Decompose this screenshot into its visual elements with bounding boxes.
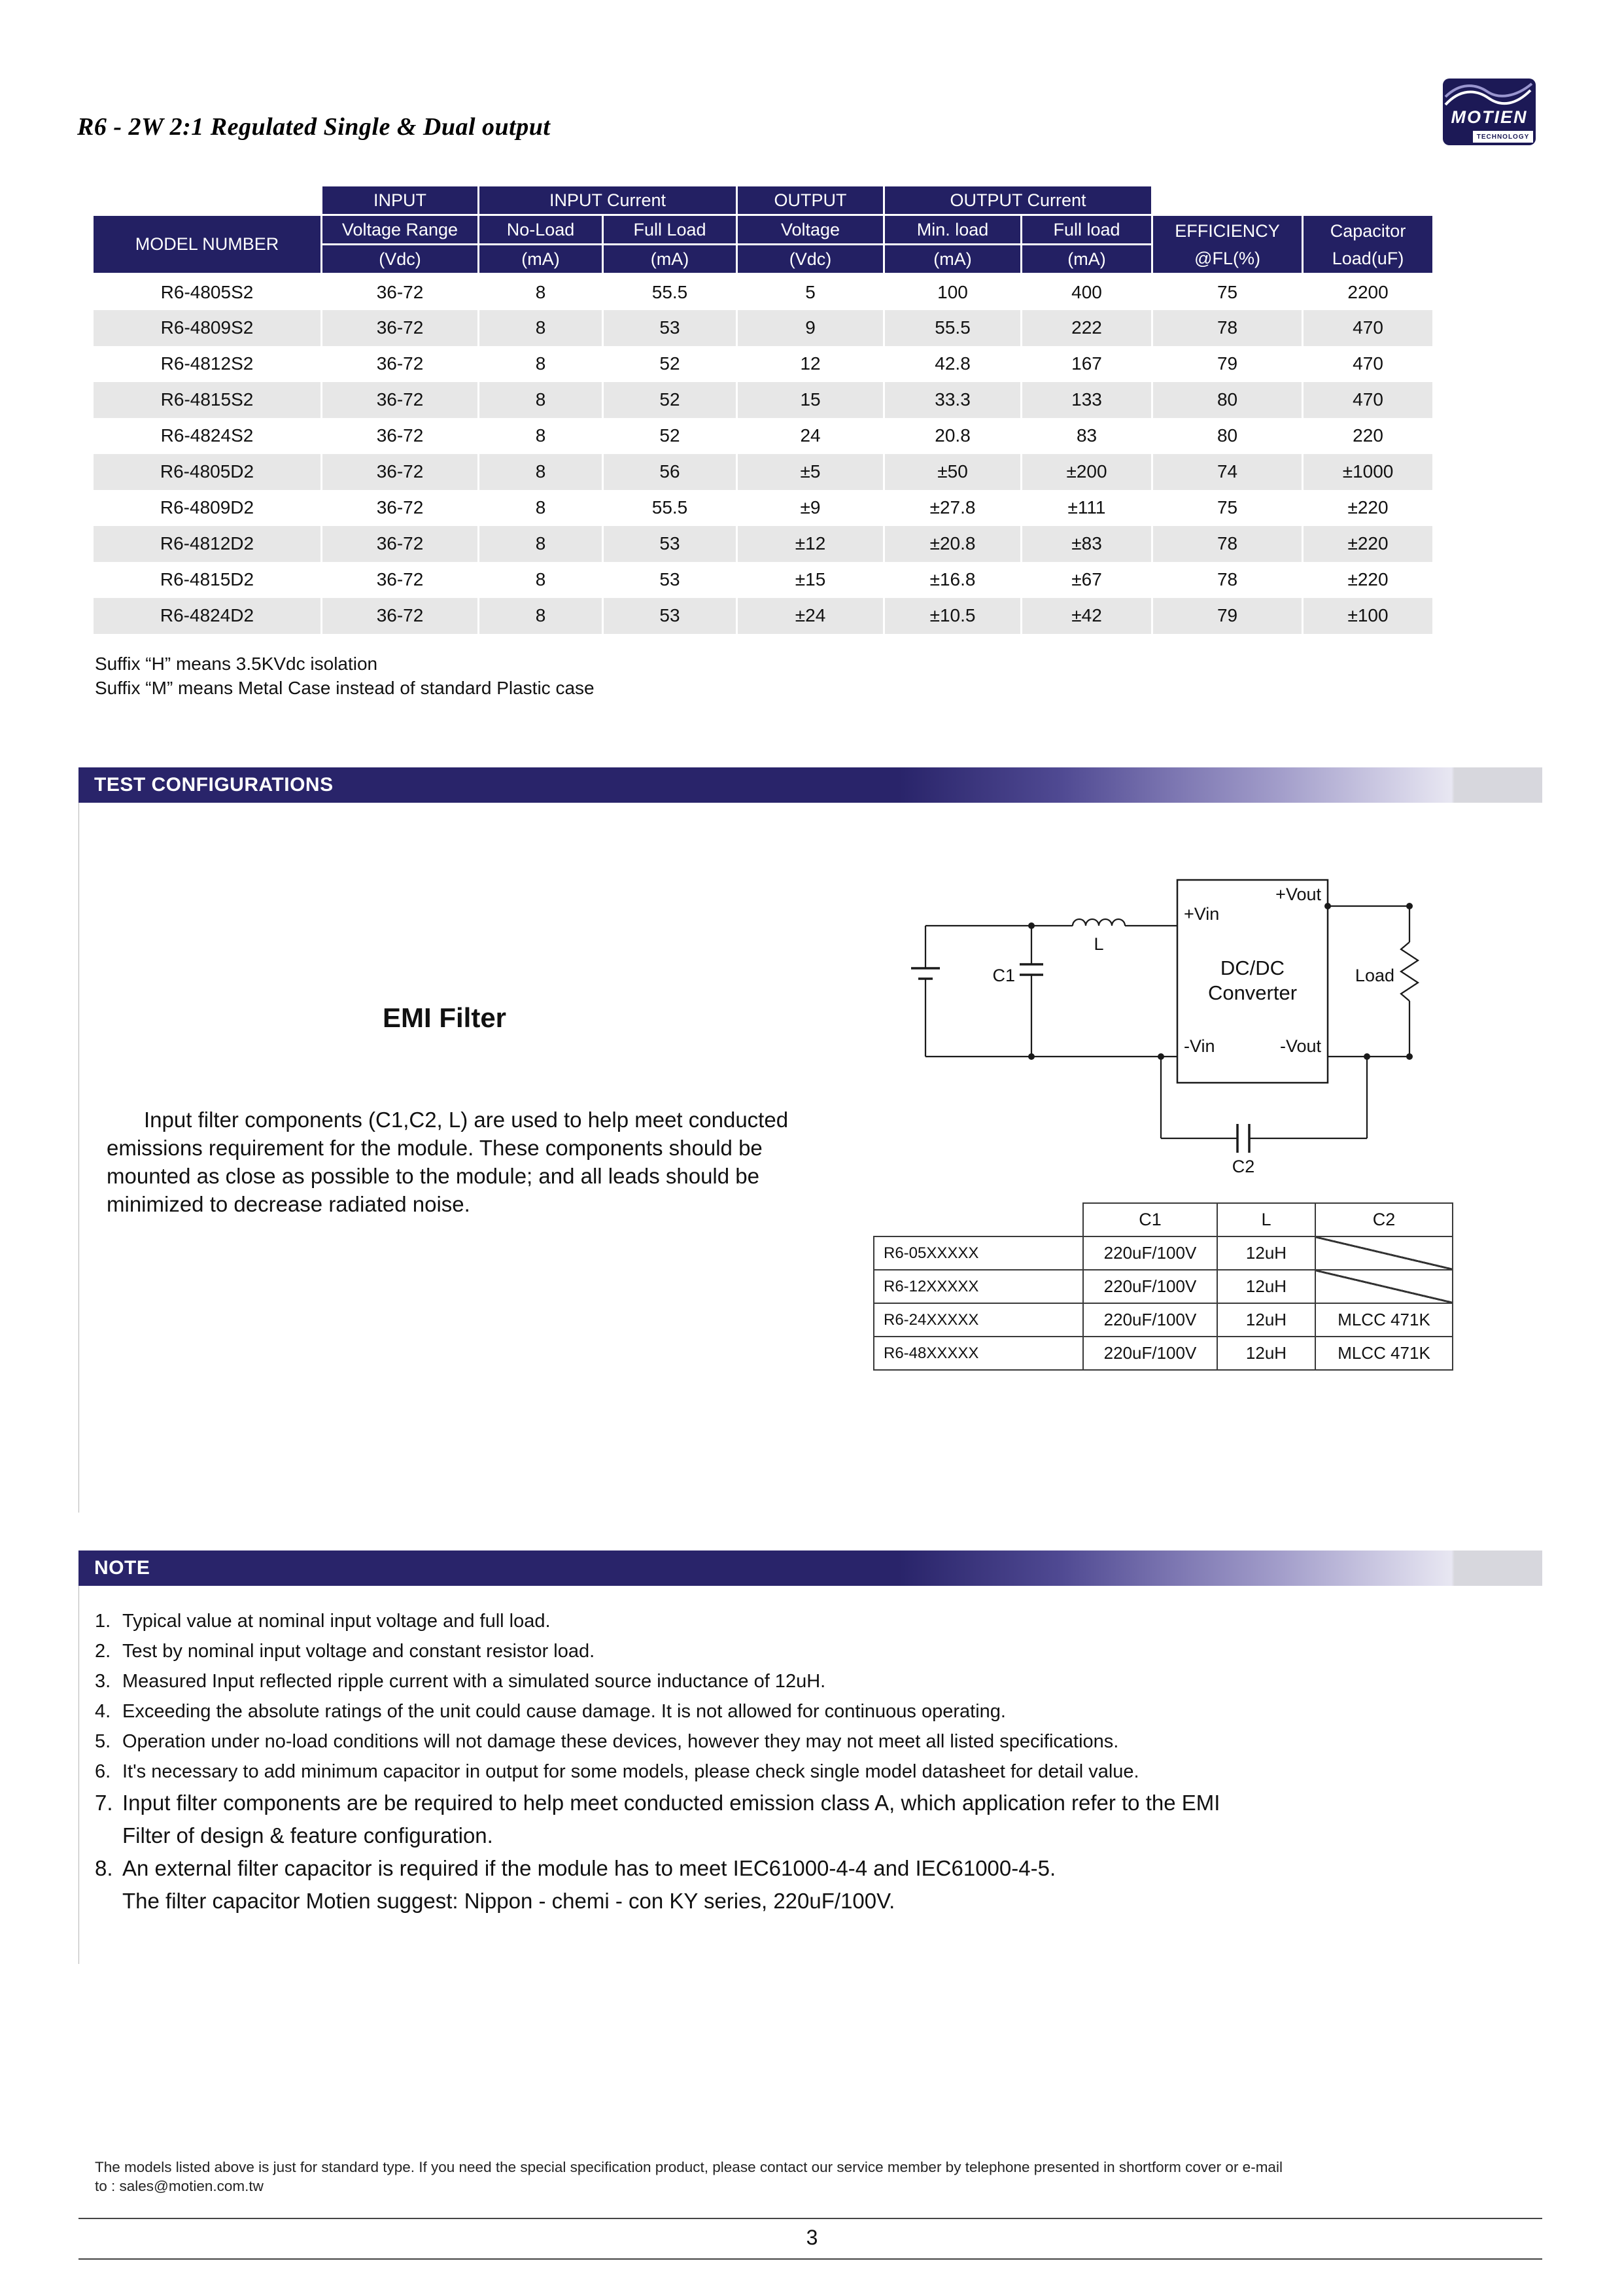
section-spine	[78, 803, 79, 1513]
note-item-continuation	[95, 1885, 1547, 1918]
spec-cell: 8	[479, 562, 603, 598]
spec-cell: 79	[1152, 598, 1303, 634]
spec-cell: 222	[1022, 310, 1152, 346]
spec-header-group-row	[93, 186, 1434, 215]
spec-cell: ±220	[1303, 562, 1434, 598]
spec-cell: ±111	[1022, 490, 1152, 526]
page-number-rule-top	[78, 2218, 1542, 2219]
notes-list	[95, 1606, 1547, 1918]
spec-cell: 8	[479, 490, 603, 526]
spec-cell: 2200	[1303, 274, 1434, 310]
load-resistor-icon	[1401, 942, 1418, 1001]
spec-cell: 55.5	[884, 310, 1022, 346]
spec-cell: 55.5	[603, 274, 737, 310]
spec-cell: 12	[737, 346, 884, 382]
note-number: 8.	[95, 1856, 113, 1880]
section-bar-note	[78, 1550, 1542, 1586]
spec-row	[93, 310, 1434, 346]
note-number: 4.	[95, 1701, 111, 1722]
spec-cell: 8	[479, 526, 603, 562]
spec-cell-model: R6-4809S2	[93, 310, 322, 346]
spec-cell: ±27.8	[884, 490, 1022, 526]
spec-cell: 36-72	[322, 382, 479, 418]
spec-cell: 36-72	[322, 454, 479, 490]
section-bar-test-configurations	[78, 767, 1542, 803]
label-inductor: L	[1094, 934, 1104, 954]
suffix-note-h: Suffix “H” means 3.5KVdc isolation	[95, 654, 378, 674]
spec-cell: 8	[479, 382, 603, 418]
col-header-no-load: No-Load	[479, 215, 603, 245]
efficiency-label: EFFICIENCY	[1175, 220, 1280, 241]
label-c2: C2	[1232, 1157, 1255, 1176]
col-group-output: OUTPUT	[737, 186, 884, 215]
footer-line-1: The models listed above is just for standard type. If you need the special specification product, please contact our service member by telephone presented in shortform cover or e-mail	[95, 2159, 1283, 2175]
note-text: Input filter components are be required to help meet conducted emission class A, which application refer to the EMI	[122, 1791, 1220, 1815]
note-item-continuation	[95, 1819, 1547, 1852]
spec-cell: 8	[479, 454, 603, 490]
col-group-input-current: INPUT Current	[479, 186, 737, 215]
spec-cell: 74	[1152, 454, 1303, 490]
col-header-min-load: Min. load	[884, 215, 1022, 245]
spec-cell: 220	[1303, 418, 1434, 454]
capacitor-c2-icon	[1237, 1124, 1249, 1153]
spec-row	[93, 454, 1434, 490]
section-bar-label: TEST CONFIGURATIONS	[94, 774, 334, 796]
note-number: 5.	[95, 1731, 111, 1752]
label-vin-pos: +Vin	[1184, 904, 1220, 924]
spec-cell: 20.8	[884, 418, 1022, 454]
efficiency-unit: @FL(%)	[1194, 248, 1260, 268]
spec-cell: 80	[1152, 382, 1303, 418]
spec-cell: 36-72	[322, 526, 479, 562]
spec-cell: 33.3	[884, 382, 1022, 418]
col-unit-ma-minload: (mA)	[884, 245, 1022, 274]
filter-c1-value: 220uF/100V	[1083, 1270, 1217, 1303]
note-number: 1.	[95, 1611, 111, 1632]
filter-l-value: 12uH	[1217, 1303, 1315, 1337]
note-item	[95, 1757, 1547, 1787]
filter-c2-na-cell	[1315, 1236, 1453, 1270]
page-number: 3	[806, 2226, 818, 2249]
spec-cell: 133	[1022, 382, 1152, 418]
spec-cell: 15	[737, 382, 884, 418]
spec-table	[92, 184, 1434, 634]
emi-circuit-diagram	[903, 850, 1432, 1191]
note-text: It's necessary to add minimum capacitor in output for some models, please check single model datasheet for detail value.	[122, 1761, 1139, 1782]
spec-cell: ±16.8	[884, 562, 1022, 598]
note-number	[95, 1885, 122, 1918]
note-text: Filter of design & feature configuration.	[122, 1823, 493, 1848]
spec-cell: ±67	[1022, 562, 1152, 598]
spec-header-blank	[93, 186, 322, 215]
filter-c1-value: 220uF/100V	[1083, 1337, 1217, 1370]
suffix-notes	[95, 652, 595, 700]
spec-header-blank	[1152, 186, 1434, 215]
label-vout-pos: +Vout	[1275, 885, 1321, 904]
spec-cell: 79	[1152, 346, 1303, 382]
filter-c2-value: MLCC 471K	[1315, 1303, 1453, 1337]
spec-cell: ±100	[1303, 598, 1434, 634]
battery-icon	[911, 968, 940, 979]
spec-row	[93, 598, 1434, 634]
spec-row	[93, 490, 1434, 526]
spec-cell: 75	[1152, 490, 1303, 526]
spec-cell: 53	[603, 310, 737, 346]
spec-cell: 8	[479, 346, 603, 382]
filter-col-c1: C1	[1083, 1203, 1217, 1236]
filter-model: R6-24XXXXX	[874, 1303, 1083, 1337]
label-c1: C1	[992, 966, 1015, 985]
col-header-efficiency	[1152, 215, 1303, 274]
spec-cell: ±220	[1303, 490, 1434, 526]
note-number: 3.	[95, 1671, 111, 1692]
note-text: An external filter capacitor is required if the module has to meet IEC61000-4-4 and IEC61000-4-5.	[122, 1856, 1056, 1880]
spec-cell: 470	[1303, 382, 1434, 418]
spec-cell: 78	[1152, 562, 1303, 598]
spec-cell: 8	[479, 310, 603, 346]
spec-header-row	[93, 215, 1434, 245]
logo-waves-icon	[1443, 79, 1533, 110]
note-number: 7.	[95, 1791, 113, 1815]
spec-cell: ±15	[737, 562, 884, 598]
filter-col-l: L	[1217, 1203, 1315, 1236]
filter-row	[874, 1270, 1453, 1303]
spec-cell: ±42	[1022, 598, 1152, 634]
spec-cell: ±5	[737, 454, 884, 490]
spec-cell: 36-72	[322, 490, 479, 526]
spec-row	[93, 526, 1434, 562]
spec-cell-model: R6-4812D2	[93, 526, 322, 562]
spec-cell: ±83	[1022, 526, 1152, 562]
spec-cell: 36-72	[322, 346, 479, 382]
footer-disclaimer	[95, 2158, 1547, 2196]
spec-cell-model: R6-4815D2	[93, 562, 322, 598]
spec-cell: ±1000	[1303, 454, 1434, 490]
filter-c1-value: 220uF/100V	[1083, 1303, 1217, 1337]
filter-c1-value: 220uF/100V	[1083, 1236, 1217, 1270]
note-number	[95, 1819, 122, 1852]
spec-row	[93, 418, 1434, 454]
spec-row	[93, 274, 1434, 310]
spec-cell: ±220	[1303, 526, 1434, 562]
note-item	[95, 1606, 1547, 1636]
suffix-note-m: Suffix “M” means Metal Case instead of standard Plastic case	[95, 678, 595, 698]
spec-cell: 470	[1303, 310, 1434, 346]
spec-cell: 5	[737, 274, 884, 310]
motien-logo	[1443, 79, 1536, 157]
filter-c2-na-cell	[1315, 1270, 1453, 1303]
spec-cell-model: R6-4812S2	[93, 346, 322, 382]
spec-cell: ±20.8	[884, 526, 1022, 562]
filter-l-value: 12uH	[1217, 1236, 1315, 1270]
col-header-model: MODEL NUMBER	[93, 215, 322, 274]
filter-corner-cell	[874, 1203, 1083, 1236]
label-load: Load	[1355, 966, 1394, 985]
spec-row	[93, 382, 1434, 418]
spec-cell: 36-72	[322, 310, 479, 346]
emi-filter-table	[873, 1202, 1453, 1371]
spec-cell: ±24	[737, 598, 884, 634]
spec-cell-model: R6-4809D2	[93, 490, 322, 526]
note-number: 2.	[95, 1641, 111, 1662]
note-text: Test by nominal input voltage and constant resistor load.	[122, 1641, 595, 1662]
filter-row	[874, 1236, 1453, 1270]
spec-cell: 53	[603, 598, 737, 634]
col-header-full-load-in: Full Load	[603, 215, 737, 245]
page-number-rule-bottom	[78, 2258, 1542, 2260]
col-header-voltage: Voltage	[737, 215, 884, 245]
note-text: Operation under no-load conditions will not damage these devices, however they may not meet all listed specifications.	[122, 1731, 1119, 1752]
label-converter-2: Converter	[1207, 981, 1298, 1004]
capacitor-unit: Load(uF)	[1332, 248, 1404, 268]
col-unit-vdc-output: (Vdc)	[737, 245, 884, 274]
spec-cell: ±9	[737, 490, 884, 526]
spec-cell: 8	[479, 598, 603, 634]
note-item	[95, 1787, 1547, 1819]
spec-cell-model: R6-4815S2	[93, 382, 322, 418]
filter-model: R6-12XXXXX	[874, 1270, 1083, 1303]
col-header-full-load-out: Full load	[1022, 215, 1152, 245]
spec-cell: 42.8	[884, 346, 1022, 382]
spec-cell: 52	[603, 418, 737, 454]
col-header-voltage-range: Voltage Range	[322, 215, 479, 245]
spec-cell: 100	[884, 274, 1022, 310]
filter-c2-value: MLCC 471K	[1315, 1337, 1453, 1370]
spec-cell: 78	[1152, 310, 1303, 346]
logo-name: MOTIEN	[1451, 107, 1528, 127]
spec-cell: 80	[1152, 418, 1303, 454]
spec-cell-model: R6-4824D2	[93, 598, 322, 634]
col-unit-ma-fullload-out: (mA)	[1022, 245, 1152, 274]
note-item	[95, 1696, 1547, 1726]
spec-cell: 8	[479, 274, 603, 310]
spec-cell: 9	[737, 310, 884, 346]
spec-cell: ±12	[737, 526, 884, 562]
note-text: Typical value at nominal input voltage and full load.	[122, 1611, 551, 1632]
spec-row	[93, 346, 1434, 382]
spec-cell-model: R6-4805S2	[93, 274, 322, 310]
label-vin-neg: -Vin	[1184, 1036, 1215, 1056]
spec-cell-model: R6-4824S2	[93, 418, 322, 454]
page-title: R6 - 2W 2:1 Regulated Single & Dual output	[77, 113, 551, 141]
filter-col-c2: C2	[1315, 1203, 1453, 1236]
note-text: Exceeding the absolute ratings of the unit could cause damage. It is not allowed for continuous operating.	[122, 1701, 1006, 1722]
filter-l-value: 12uH	[1217, 1337, 1315, 1370]
col-unit-ma-fullload-in: (mA)	[603, 245, 737, 274]
emi-filter-heading: EMI Filter	[383, 1002, 507, 1033]
capacitor-c1-icon	[1020, 964, 1043, 975]
note-text: The filter capacitor Motien suggest: Nippon - chemi - con KY series, 220uF/100V.	[122, 1889, 895, 1913]
spec-cell: 400	[1022, 274, 1152, 310]
col-unit-ma-noload: (mA)	[479, 245, 603, 274]
circuit-wires	[925, 906, 1409, 1138]
spec-cell: 53	[603, 526, 737, 562]
label-vout-neg: -Vout	[1279, 1036, 1321, 1056]
label-converter-1: DC/DC	[1220, 956, 1285, 979]
filter-header-row	[874, 1203, 1453, 1236]
capacitor-label: Capacitor	[1330, 220, 1406, 241]
section-bar-label: NOTE	[94, 1557, 150, 1579]
filter-model: R6-05XXXXX	[874, 1236, 1083, 1270]
spec-cell: ±50	[884, 454, 1022, 490]
spec-cell: 36-72	[322, 562, 479, 598]
spec-cell: 78	[1152, 526, 1303, 562]
spec-cell: 83	[1022, 418, 1152, 454]
spec-cell: 8	[479, 418, 603, 454]
emi-filter-paragraph: Input filter components (C1,C2, L) are used to help meet conducted emissions requirement for the module. These components should be mounted as close as possible to the module; and all leads should be minimized to decrease radiated noise.	[107, 1108, 789, 1216]
filter-l-value: 12uH	[1217, 1270, 1315, 1303]
spec-cell: 36-72	[322, 598, 479, 634]
spec-cell: 36-72	[322, 418, 479, 454]
spec-cell: ±10.5	[884, 598, 1022, 634]
spec-cell: 75	[1152, 274, 1303, 310]
logo-box	[1443, 79, 1536, 145]
spec-cell: 56	[603, 454, 737, 490]
spec-cell: 52	[603, 346, 737, 382]
spec-row	[93, 562, 1434, 598]
note-item	[95, 1726, 1547, 1757]
filter-row	[874, 1337, 1453, 1370]
col-group-input: INPUT	[322, 186, 479, 215]
logo-tagline: TECHNOLOGY	[1473, 131, 1533, 143]
spec-cell: 52	[603, 382, 737, 418]
spec-cell: 36-72	[322, 274, 479, 310]
spec-cell: 470	[1303, 346, 1434, 382]
footer-line-2: to : sales@motien.com.tw	[95, 2178, 264, 2194]
spec-cell: ±200	[1022, 454, 1152, 490]
col-group-output-current: OUTPUT Current	[884, 186, 1152, 215]
note-number: 6.	[95, 1761, 111, 1782]
col-unit-vdc-input: (Vdc)	[322, 245, 479, 274]
spec-cell: 167	[1022, 346, 1152, 382]
filter-row	[874, 1303, 1453, 1337]
section-spine	[78, 1586, 79, 1964]
filter-model: R6-48XXXXX	[874, 1337, 1083, 1370]
spec-cell: 53	[603, 562, 737, 598]
note-item	[95, 1852, 1547, 1885]
col-header-capacitor	[1303, 215, 1434, 274]
spec-cell-model: R6-4805D2	[93, 454, 322, 490]
inductor-icon	[1073, 919, 1125, 926]
spec-cell: 24	[737, 418, 884, 454]
spec-cell: 55.5	[603, 490, 737, 526]
note-text: Measured Input reflected ripple current with a simulated source inductance of 12uH.	[122, 1671, 826, 1692]
note-item	[95, 1636, 1547, 1666]
note-item	[95, 1666, 1547, 1696]
